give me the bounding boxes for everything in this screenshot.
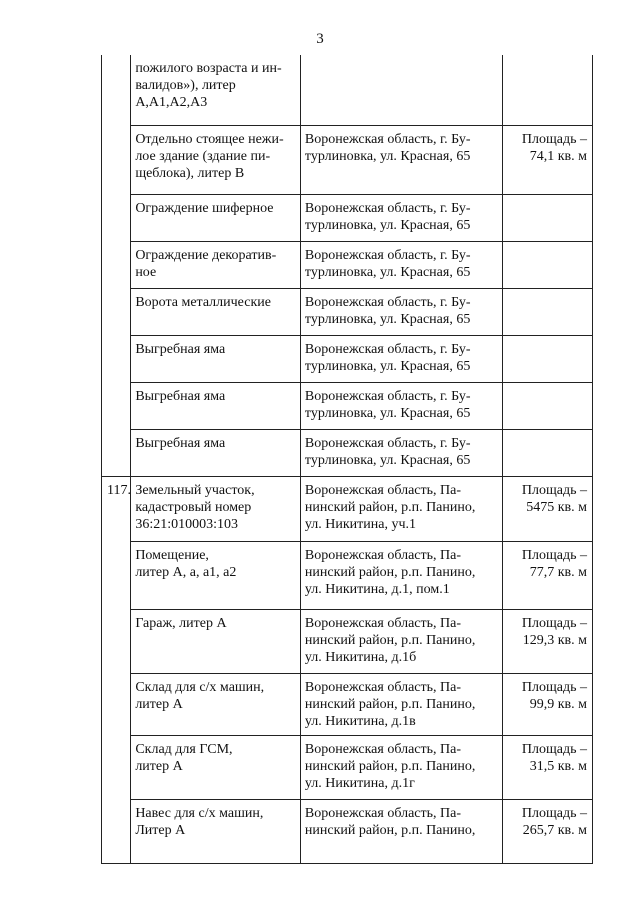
address-cell bbox=[300, 799, 502, 863]
item-number-cell bbox=[102, 125, 131, 194]
text-line: Площадь – bbox=[521, 679, 587, 695]
text-line: валидов»), литер bbox=[135, 78, 236, 93]
text-line: Выгребная яма bbox=[135, 341, 226, 357]
text-line: Воронежская область, Па- bbox=[304, 482, 462, 498]
area-cell bbox=[502, 476, 592, 541]
address-cell bbox=[300, 288, 502, 335]
area-cell bbox=[502, 429, 592, 476]
text-line: Воронежская область, г. Бу- bbox=[304, 388, 471, 404]
text-line: ул. Никитина, д.1, пом.1 bbox=[304, 581, 450, 597]
item-number-cell bbox=[102, 241, 131, 288]
text-line: Воронежская область, Па- bbox=[304, 679, 462, 695]
text-line: турлиновка, ул. Красная, 65 bbox=[304, 405, 471, 421]
text-line: Склад для с/х машин, bbox=[135, 679, 265, 695]
text-line: Навес для с/х машин, bbox=[135, 805, 264, 821]
text-line: Площадь – bbox=[521, 615, 587, 631]
text-line: Воронежская область, г. Бу- bbox=[304, 200, 471, 216]
object-name-cell bbox=[131, 335, 301, 382]
text-line: кадастровый номер bbox=[135, 499, 252, 515]
address-cell bbox=[300, 541, 502, 609]
text-line: Площадь – bbox=[521, 482, 587, 498]
text-line: ное bbox=[135, 264, 157, 280]
text-line: Воронежская область, Па- bbox=[304, 615, 462, 631]
object-name-cell bbox=[131, 735, 301, 799]
address-cell bbox=[300, 55, 502, 125]
address-cell bbox=[300, 609, 502, 673]
area-cell bbox=[502, 673, 592, 735]
item-number-cell bbox=[102, 673, 131, 735]
address-cell bbox=[300, 194, 502, 241]
text-line: Площадь – bbox=[521, 131, 587, 147]
text-line: Воронежская область, г. Бу- bbox=[304, 294, 471, 310]
address-cell bbox=[300, 735, 502, 799]
text-line: Воронежская область, Па- bbox=[304, 741, 462, 757]
text-line: турлиновка, ул. Красная, 65 bbox=[304, 148, 471, 164]
table-row bbox=[102, 55, 593, 125]
text-line: лое здание (здание пи- bbox=[135, 148, 271, 164]
text-line: Воронежская область, г. Бу- bbox=[304, 341, 471, 357]
table-row bbox=[102, 194, 593, 241]
text-line: Ограждение шиферное bbox=[135, 200, 274, 216]
text-line: Склад для ГСМ, bbox=[135, 741, 233, 757]
table-row bbox=[102, 335, 593, 382]
page-number: 3 bbox=[316, 31, 324, 47]
table-row bbox=[102, 609, 593, 673]
object-name-cell bbox=[131, 799, 301, 863]
address-cell bbox=[300, 429, 502, 476]
area-cell bbox=[502, 335, 592, 382]
item-number-cell bbox=[102, 194, 131, 241]
text-line: Площадь – bbox=[521, 741, 587, 757]
text-line: нинский район, р.п. Панино, bbox=[304, 632, 476, 648]
text-line: турлиновка, ул. Красная, 65 bbox=[304, 311, 471, 327]
text-line: Ограждение декоратив- bbox=[135, 247, 277, 263]
text-line: Воронежская область, г. Бу- bbox=[304, 131, 471, 147]
area-cell bbox=[502, 799, 592, 863]
object-name-cell bbox=[131, 541, 301, 609]
object-name-cell bbox=[131, 609, 301, 673]
area-cell bbox=[502, 382, 592, 429]
table-row bbox=[102, 125, 593, 194]
text-line: турлиновка, ул. Красная, 65 bbox=[304, 452, 471, 468]
address-cell bbox=[300, 476, 502, 541]
item-number-cell bbox=[102, 609, 131, 673]
text-line: турлиновка, ул. Красная, 65 bbox=[304, 358, 471, 374]
text-line: Отдельно стоящее нежи- bbox=[135, 131, 284, 147]
text-line: нинский район, р.п. Панино, bbox=[304, 499, 476, 515]
text-line: нинский район, р.п. Панино, bbox=[304, 564, 476, 580]
item-number-cell: 117. bbox=[102, 476, 131, 541]
text-line: ул. Никитина, д.1б bbox=[304, 649, 417, 665]
address-cell bbox=[300, 382, 502, 429]
text-line: 77,7 кв. м bbox=[529, 564, 587, 580]
text-line: пожилого возраста и ин- bbox=[135, 61, 282, 76]
object-name-cell bbox=[131, 429, 301, 476]
table-row bbox=[102, 541, 593, 609]
item-number-cell bbox=[102, 735, 131, 799]
text-line: турлиновка, ул. Красная, 65 bbox=[304, 217, 471, 233]
text-line: 36:21:010003:103 bbox=[135, 516, 238, 532]
object-name-cell bbox=[131, 382, 301, 429]
address-cell bbox=[300, 335, 502, 382]
object-name-cell bbox=[131, 673, 301, 735]
object-name-cell bbox=[131, 476, 301, 541]
property-table bbox=[101, 55, 593, 864]
table-row bbox=[102, 735, 593, 799]
object-name-cell bbox=[131, 288, 301, 335]
address-cell bbox=[300, 673, 502, 735]
text-line: Выгребная яма bbox=[135, 388, 226, 404]
text-line: 99,9 кв. м bbox=[529, 696, 587, 712]
object-name-cell bbox=[131, 55, 301, 125]
text-line: Помещение, bbox=[135, 547, 209, 563]
area-cell bbox=[502, 55, 592, 125]
text-line: литер А bbox=[135, 758, 183, 774]
text-line: Площадь – bbox=[521, 547, 587, 563]
item-number-cell bbox=[102, 799, 131, 863]
text-line: нинский район, р.п. Панино, bbox=[304, 822, 476, 838]
text-line: нинский район, р.п. Панино, bbox=[304, 696, 476, 712]
item-number-cell bbox=[102, 288, 131, 335]
text-line: 74,1 кв. м bbox=[529, 148, 587, 164]
text-line: Земельный участок, bbox=[135, 482, 255, 498]
text-line: турлиновка, ул. Красная, 65 bbox=[304, 264, 471, 280]
text-line: Воронежская область, г. Бу- bbox=[304, 247, 471, 263]
text-line: Площадь – bbox=[521, 805, 587, 821]
text-line: ул. Никитина, уч.1 bbox=[304, 516, 417, 532]
area-cell bbox=[502, 125, 592, 194]
table-row bbox=[102, 382, 593, 429]
text-line: нинский район, р.п. Панино, bbox=[304, 758, 476, 774]
table-row bbox=[102, 476, 593, 541]
text-line: Гараж, литер А bbox=[135, 615, 227, 631]
area-cell bbox=[502, 541, 592, 609]
property-table-body bbox=[102, 55, 593, 863]
area-cell bbox=[502, 288, 592, 335]
text-line: Выгребная яма bbox=[135, 435, 226, 451]
item-number-cell bbox=[102, 55, 131, 125]
text-line: ул. Никитина, д.1г bbox=[304, 775, 415, 791]
area-cell bbox=[502, 241, 592, 288]
text-line: 31,5 кв. м bbox=[529, 758, 587, 774]
area-cell bbox=[502, 735, 592, 799]
text-line: щеблока), литер В bbox=[135, 165, 245, 181]
object-name-cell bbox=[131, 241, 301, 288]
table-row bbox=[102, 799, 593, 863]
item-number-cell bbox=[102, 429, 131, 476]
text-line: Воронежская область, Па- bbox=[304, 547, 462, 563]
text-line: Воронежская область, г. Бу- bbox=[304, 435, 471, 451]
object-name-cell bbox=[131, 194, 301, 241]
item-number-cell bbox=[102, 541, 131, 609]
table-row bbox=[102, 288, 593, 335]
object-name-cell bbox=[131, 125, 301, 194]
table-row bbox=[102, 241, 593, 288]
text-line: А,А1,А2,А3 bbox=[135, 95, 208, 110]
text-line: литер А bbox=[135, 696, 183, 712]
text-line: Литер А bbox=[135, 822, 186, 838]
text-line: 5475 кв. м bbox=[526, 499, 587, 515]
text-line: 129,3 кв. м bbox=[522, 632, 587, 648]
text-line: литер А, а, а1, а2 bbox=[135, 564, 237, 580]
address-cell bbox=[300, 241, 502, 288]
area-cell bbox=[502, 609, 592, 673]
text-line: 265,7 кв. м bbox=[522, 822, 587, 838]
area-cell bbox=[502, 194, 592, 241]
table-row bbox=[102, 429, 593, 476]
text-line: Ворота металлические bbox=[135, 294, 271, 310]
text-line: ул. Никитина, д.1в bbox=[304, 713, 416, 729]
table-row bbox=[102, 673, 593, 735]
item-number-cell bbox=[102, 382, 131, 429]
item-number-cell bbox=[102, 335, 131, 382]
text-line: Воронежская область, Па- bbox=[304, 805, 462, 821]
address-cell bbox=[300, 125, 502, 194]
